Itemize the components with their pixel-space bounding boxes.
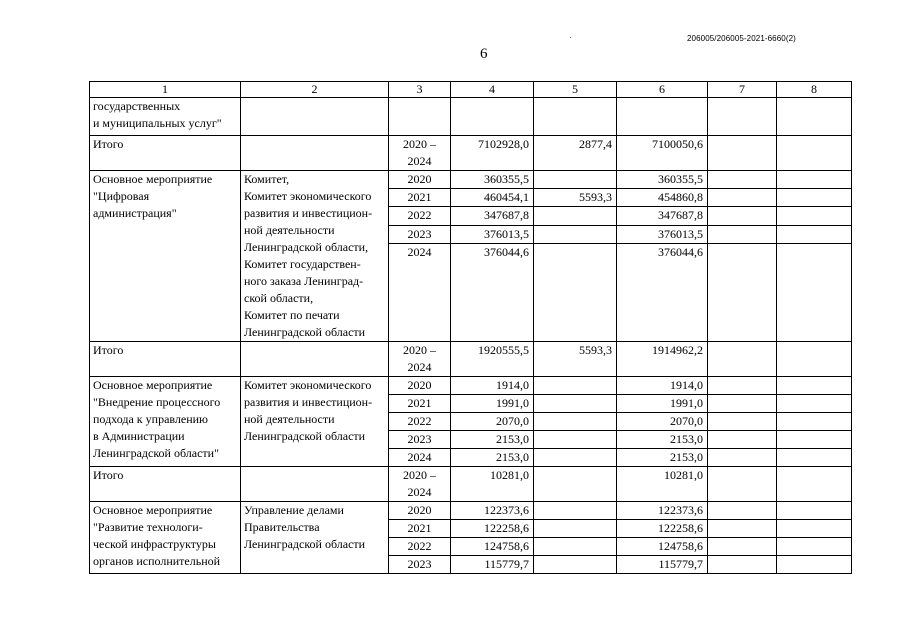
year-cell [389, 189, 451, 207]
cell-text-line: 2023 [407, 432, 432, 446]
cell-text-line: 2023 [407, 226, 432, 241]
cell-text-line: Управление делами [244, 503, 344, 517]
continuation-row [90, 98, 852, 136]
table-row [90, 502, 852, 520]
executor-cell [241, 98, 389, 136]
total-value-cell [451, 520, 534, 538]
federal-value-cell [534, 207, 617, 225]
header-cell: 6 [617, 82, 708, 98]
col8-cell [777, 225, 852, 243]
col7-cell [708, 556, 777, 574]
cell-text-line: 5593,3 [579, 343, 612, 357]
total-value-cell [451, 467, 534, 502]
year-cell [389, 171, 451, 189]
federal-value-cell [534, 243, 617, 341]
federal-value-cell [534, 136, 617, 171]
period-cell [389, 136, 451, 171]
empty-cell [534, 98, 617, 136]
col8-cell [777, 467, 852, 502]
year-cell [389, 502, 451, 520]
regional-value-cell [617, 342, 708, 377]
cell-text-line: 2024 [407, 450, 432, 464]
total-row [90, 136, 852, 171]
cell-text-line: Основное мероприятие [93, 172, 213, 186]
year-cell [389, 556, 451, 574]
empty-cell [708, 98, 777, 136]
year-cell [389, 207, 451, 225]
year-cell [389, 431, 451, 449]
year-cell [389, 413, 451, 431]
col7-cell [708, 431, 777, 449]
cell-text-line: 10281,0 [664, 468, 703, 482]
cell-text-line: 2021 [407, 521, 432, 535]
table-body [90, 82, 852, 574]
cell-text-line: 376044,6 [484, 244, 529, 259]
cell-text-line: Итого [93, 468, 124, 482]
col8-cell [777, 395, 852, 413]
measure-name-cell [90, 171, 241, 342]
cell-text-line: "Цифровая [93, 189, 150, 203]
federal-value-cell [534, 225, 617, 243]
col7-cell [708, 538, 777, 556]
col8-cell [777, 413, 852, 431]
document-id: 206005/206005-2021-6660(2) [687, 34, 796, 43]
cell-text-line: 2020 – [403, 137, 436, 151]
executor-cell [241, 377, 389, 467]
col8-cell [777, 189, 852, 207]
cell-text-line: 2020 [407, 172, 432, 186]
year-cell [389, 449, 451, 467]
col7-cell [708, 225, 777, 243]
federal-value-cell [534, 342, 617, 377]
regional-value-cell [617, 377, 708, 395]
regional-value-cell [617, 207, 708, 225]
col7-cell [708, 377, 777, 395]
table-row [90, 377, 852, 395]
cell-text-line: ной деятельности [244, 223, 335, 237]
col8-cell [777, 556, 852, 574]
header-cell: 3 [389, 82, 451, 98]
cell-text-line: 1920555,5 [478, 343, 529, 357]
col8-cell [777, 136, 852, 171]
cell-text-line: 376044,6 [658, 244, 703, 259]
total-value-cell [451, 556, 534, 574]
cell-text-line: Ленинградской области, [244, 240, 369, 254]
total-value-cell [451, 189, 534, 207]
cell-text-line: 7102928,0 [478, 137, 529, 151]
year-cell [389, 395, 451, 413]
cell-text-line: 1914,0 [670, 378, 703, 392]
empty-cell [777, 98, 852, 136]
federal-value-cell [534, 502, 617, 520]
cell-text-line: 2153,0 [670, 432, 703, 446]
cell-text-line: ного заказа Ленинград- [244, 274, 364, 288]
col7-cell [708, 449, 777, 467]
col7-cell [708, 243, 777, 341]
cell-text-line: 5593,3 [579, 190, 612, 205]
cell-text-line: 2070,0 [670, 414, 703, 428]
cell-text-line: развития и инвестицион- [244, 395, 373, 409]
federal-value-cell [534, 520, 617, 538]
cell-text-line: Правительства [244, 520, 320, 534]
budget-table [89, 81, 852, 574]
cell-text-line: 124758,6 [484, 539, 529, 553]
executor-cell [241, 171, 389, 342]
cell-text-line: в Администрации [93, 429, 185, 443]
total-value-cell [451, 342, 534, 377]
cell-text-line: Комитет государствен- [244, 257, 361, 271]
cell-text-line: 2021 [407, 190, 432, 205]
cell-text-line: 2024 [407, 244, 432, 259]
empty-cell [451, 98, 534, 136]
regional-value-cell [617, 395, 708, 413]
scan-speck [570, 37, 571, 38]
cell-text-line: государственных [93, 99, 181, 113]
col7-cell [708, 395, 777, 413]
cell-text-line: ческой инфраструктуры [93, 537, 216, 551]
cell-text-line: Комитет экономического [244, 378, 372, 392]
year-cell [389, 225, 451, 243]
col7-cell [708, 136, 777, 171]
cell-text-line: Комитет по печати [244, 308, 340, 322]
cell-text-line: 2070,0 [496, 414, 529, 428]
total-value-cell [451, 431, 534, 449]
cell-text-line: 2024 [407, 154, 432, 168]
total-row [90, 467, 852, 502]
federal-value-cell [534, 189, 617, 207]
regional-value-cell [617, 538, 708, 556]
col7-cell [708, 502, 777, 520]
cell-text-line: 2153,0 [670, 450, 703, 464]
header-cell: 2 [241, 82, 389, 98]
header-cell: 4 [451, 82, 534, 98]
cell-text-line: 122373,6 [484, 503, 529, 517]
year-cell [389, 243, 451, 341]
col8-cell [777, 538, 852, 556]
executor-cell [241, 467, 389, 502]
total-value-cell [451, 243, 534, 341]
regional-value-cell [617, 502, 708, 520]
regional-value-cell [617, 449, 708, 467]
regional-value-cell [617, 431, 708, 449]
col7-cell [708, 342, 777, 377]
regional-value-cell [617, 171, 708, 189]
measure-name-cell [90, 502, 241, 574]
col8-cell [777, 243, 852, 341]
cell-text-line: "Развитие технологи- [93, 520, 203, 534]
total-label-cell [90, 467, 241, 502]
cell-text-line: 2020 – [403, 468, 436, 482]
cell-text-line: 460454,1 [484, 190, 529, 205]
executor-cell [241, 342, 389, 377]
cell-text-line: Ленинградской области [244, 325, 366, 339]
cell-text-line: 2024 [407, 485, 432, 499]
cell-text-line: 376013,5 [658, 226, 703, 241]
period-cell [389, 467, 451, 502]
cell-text-line: 2020 – [403, 343, 436, 357]
col8-cell [777, 431, 852, 449]
cell-text-line: 347687,8 [484, 208, 529, 223]
page-number: 6 [480, 46, 488, 62]
total-row [90, 342, 852, 377]
header-cell: 5 [534, 82, 617, 98]
federal-value-cell [534, 377, 617, 395]
cell-text-line: 2021 [407, 396, 432, 410]
executor-cell [241, 136, 389, 171]
cell-text-line: "Внедрение процессного [93, 395, 221, 409]
cell-text-line: 360355,5 [484, 172, 529, 186]
total-label-cell [90, 136, 241, 171]
col7-cell [708, 467, 777, 502]
cell-text-line: Основное мероприятие [93, 378, 213, 392]
cell-text-line: 115779,7 [484, 557, 529, 571]
regional-value-cell [617, 556, 708, 574]
cell-text-line: 122258,6 [658, 521, 703, 535]
cell-text-line: 2022 [407, 539, 432, 553]
federal-value-cell [534, 171, 617, 189]
measure-name-cell [90, 98, 241, 136]
cell-text-line: 360355,5 [658, 172, 703, 186]
federal-value-cell [534, 467, 617, 502]
cell-text-line: 124758,6 [658, 539, 703, 553]
regional-value-cell [617, 136, 708, 171]
total-value-cell [451, 538, 534, 556]
cell-text-line: ской области, [244, 291, 314, 305]
cell-text-line: 376013,5 [484, 226, 529, 241]
total-value-cell [451, 502, 534, 520]
year-cell [389, 520, 451, 538]
cell-text-line: 1914962,2 [652, 343, 703, 357]
col7-cell [708, 520, 777, 538]
cell-text-line: Итого [93, 137, 124, 151]
cell-text-line: 2024 [407, 360, 432, 374]
cell-text-line: ной деятельности [244, 412, 335, 426]
year-cell [389, 377, 451, 395]
federal-value-cell [534, 556, 617, 574]
empty-cell [389, 98, 451, 136]
cell-text-line: 122258,6 [484, 521, 529, 535]
regional-value-cell [617, 467, 708, 502]
header-cell: 1 [90, 82, 241, 98]
regional-value-cell [617, 413, 708, 431]
col8-cell [777, 502, 852, 520]
cell-text-line: Ленинградской области" [93, 446, 219, 460]
federal-value-cell [534, 431, 617, 449]
regional-value-cell [617, 243, 708, 341]
federal-value-cell [534, 538, 617, 556]
federal-value-cell [534, 413, 617, 431]
cell-text-line: Ленинградской области [244, 429, 366, 443]
cell-text-line: 2153,0 [496, 432, 529, 446]
regional-value-cell [617, 520, 708, 538]
cell-text-line: органов исполнительной [93, 554, 221, 568]
federal-value-cell [534, 449, 617, 467]
total-value-cell [451, 449, 534, 467]
cell-text-line: 10281,0 [490, 468, 529, 482]
col8-cell [777, 342, 852, 377]
cell-text-line: 454860,8 [658, 190, 703, 205]
cell-text-line: 2020 [407, 503, 432, 517]
total-value-cell [451, 377, 534, 395]
col7-cell [708, 189, 777, 207]
regional-value-cell [617, 225, 708, 243]
total-value-cell [451, 207, 534, 225]
cell-text-line: 347687,8 [658, 208, 703, 223]
cell-text-line: 2022 [407, 414, 432, 428]
cell-text-line: 2877,4 [579, 137, 612, 151]
cell-text-line: 122373,6 [658, 503, 703, 517]
cell-text-line: 2020 [407, 378, 432, 392]
measure-name-cell [90, 377, 241, 467]
header-row [90, 82, 852, 98]
col7-cell [708, 413, 777, 431]
table-row [90, 171, 852, 189]
period-cell [389, 342, 451, 377]
cell-text-line: 7100050,6 [652, 137, 703, 151]
cell-text-line: Основное мероприятие [93, 503, 213, 517]
total-value-cell [451, 225, 534, 243]
col8-cell [777, 449, 852, 467]
cell-text-line: 1914,0 [496, 378, 529, 392]
cell-text-line: подхода к управлению [93, 412, 209, 426]
cell-text-line: 2022 [407, 208, 432, 223]
cell-text-line: администрация" [93, 206, 177, 220]
regional-value-cell [617, 189, 708, 207]
total-value-cell [451, 136, 534, 171]
total-value-cell [451, 413, 534, 431]
cell-text-line: 1991,0 [670, 396, 703, 410]
federal-value-cell [534, 395, 617, 413]
cell-text-line: и муниципальных услуг" [93, 116, 222, 130]
year-cell [389, 538, 451, 556]
total-value-cell [451, 395, 534, 413]
cell-text-line: Комитет, [244, 172, 290, 186]
cell-text-line: 115779,7 [658, 557, 703, 571]
col8-cell [777, 377, 852, 395]
col7-cell [708, 207, 777, 225]
header-cell: 8 [777, 82, 852, 98]
col8-cell [777, 207, 852, 225]
col8-cell [777, 520, 852, 538]
total-label-cell [90, 342, 241, 377]
cell-text-line: Итого [93, 343, 124, 357]
header-cell: 7 [708, 82, 777, 98]
cell-text-line: развития и инвестицион- [244, 206, 373, 220]
empty-cell [617, 98, 708, 136]
total-value-cell [451, 171, 534, 189]
cell-text-line: Ленинградской области [244, 537, 366, 551]
cell-text-line: Комитет экономического [244, 189, 372, 203]
cell-text-line: 2023 [407, 557, 432, 571]
executor-cell [241, 502, 389, 574]
cell-text-line: 2153,0 [496, 450, 529, 464]
cell-text-line: 1991,0 [496, 396, 529, 410]
col8-cell [777, 171, 852, 189]
col7-cell [708, 171, 777, 189]
